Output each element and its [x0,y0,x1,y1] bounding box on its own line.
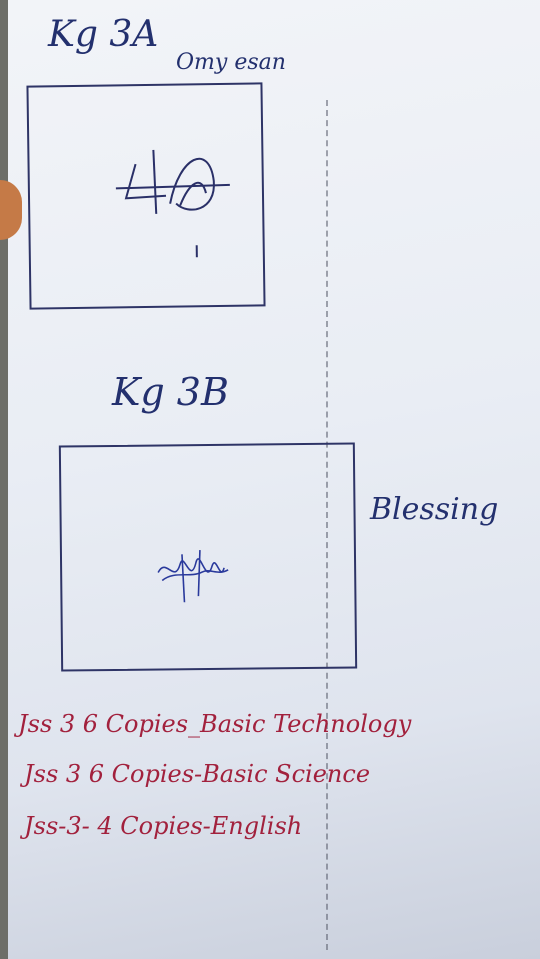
entry-jss3-basic-science: Jss 3 6 Copies-Basic Science [24,760,371,788]
paper-sheet [8,0,540,959]
name-kg3b: Blessing [370,492,499,527]
name-kg3a: Omy esan [176,50,286,75]
signature-kg3a [28,84,263,307]
signature-box-kg3b [59,442,357,671]
class-label-kg3b: Kg 3B [112,370,229,414]
signature-box-kg3a [26,82,265,309]
entry-jss3-basic-technology: Jss 3 6 Copies_Basic Technology [18,710,412,738]
signature-kg3b [61,444,355,669]
entry-jss3-english: Jss-3- 4 Copies-English [24,812,303,840]
class-label-kg3a: Kg 3A [48,14,159,55]
